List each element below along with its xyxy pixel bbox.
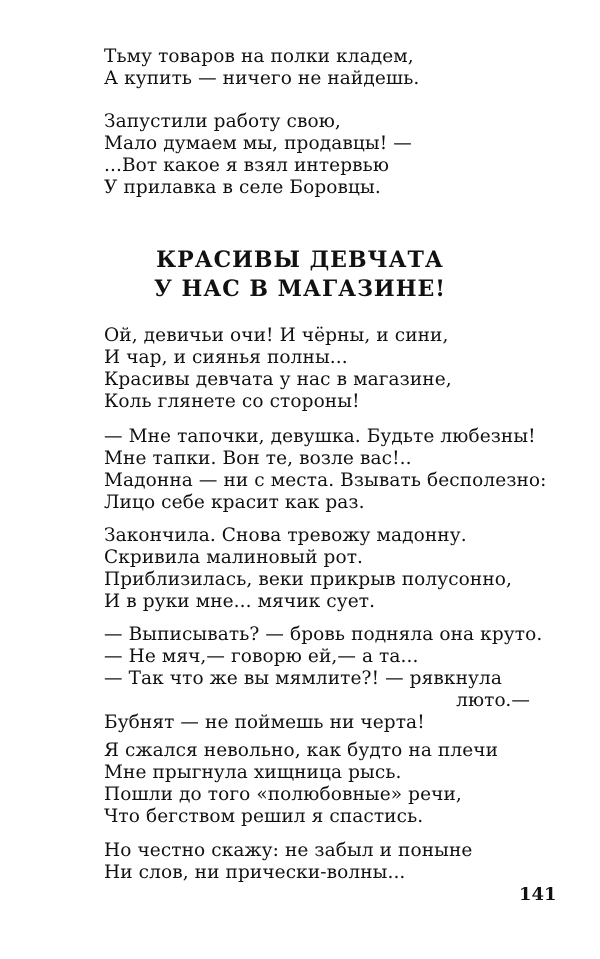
stanza-7 — [104, 740, 544, 828]
verse-line: Пошли до того «полюбовные» речи, — [104, 784, 462, 805]
verse-line: И чар, и сиянья полны... — [104, 347, 348, 368]
stanza-1 — [104, 46, 544, 90]
stanza-2 — [104, 111, 544, 199]
verse-line: Мадонна — ни с места. Взывать бесполезно: — [104, 470, 547, 491]
verse-line: Что бегством решил я спастись. — [104, 806, 424, 827]
verse-line: Скривила малиновый рот. — [104, 547, 364, 568]
verse-line: Закончила. Снова тревожу мадонну. — [104, 525, 467, 546]
verse-line: Красивы девчата у нас в магазине, — [104, 369, 452, 390]
verse-line: А купить — ничего не найдешь. — [104, 68, 420, 89]
verse-line: Ой, девичьи очи! И чёрны, и сини, — [104, 325, 449, 346]
stanza-4 — [104, 426, 547, 514]
verse-line: Я сжался невольно, как будто на плечи — [104, 740, 499, 761]
poem-title-line-2: У НАС В МАГАЗИНЕ! — [154, 276, 446, 302]
page-number: 141 — [519, 884, 557, 905]
verse-line: Коль глянете со стороны! — [104, 391, 360, 412]
verse-line: ...Вот какое я взял интервью — [104, 155, 390, 176]
verse-line: — Так что же вы мямлите?! — рявкнула — [104, 668, 502, 689]
verse-line: — Выписывать? — бровь подняла она круто. — [104, 624, 543, 645]
verse-line: — Не мяч,— говорю ей,— а та... — [104, 646, 419, 667]
verse-line: Приблизилась, веки прикрыв полусонно, — [104, 569, 512, 590]
verse-line: Мало думаем мы, продавцы! — — [104, 133, 412, 154]
verse-line: — Мне тапочки, девушка. Будьте любезны! — [104, 426, 536, 447]
verse-line: Бубнят — не поймешь ни черта! — [104, 712, 425, 733]
verse-line: Мне прыгнула хищница рысь. — [104, 762, 402, 783]
stanza-3 — [104, 325, 544, 413]
stanza-8 — [104, 840, 544, 884]
verse-line: Ни слов, ни прически-волны... — [104, 862, 406, 883]
verse-line: И в руки мне... мячик сует. — [104, 591, 376, 612]
verse-line: Мне тапки. Вон те, возле вас!.. — [104, 448, 412, 469]
stanza-6 — [104, 624, 544, 734]
verse-line: Тьму товаров на полки кладем, — [104, 46, 414, 67]
verse-line: Лицо себе красит как раз. — [104, 492, 365, 513]
verse-line-continuation: лютo.— — [456, 690, 530, 711]
stanza-5 — [104, 525, 544, 613]
verse-line: Но честно скажу: не забыл и поныне — [104, 840, 473, 861]
verse-line: Запустили работу свою, — [104, 111, 341, 132]
verse-line: У прилавка в селе Боровцы. — [104, 177, 381, 198]
poem-title-line-1: КРАСИВЫ ДЕВЧАТА — [156, 247, 444, 273]
